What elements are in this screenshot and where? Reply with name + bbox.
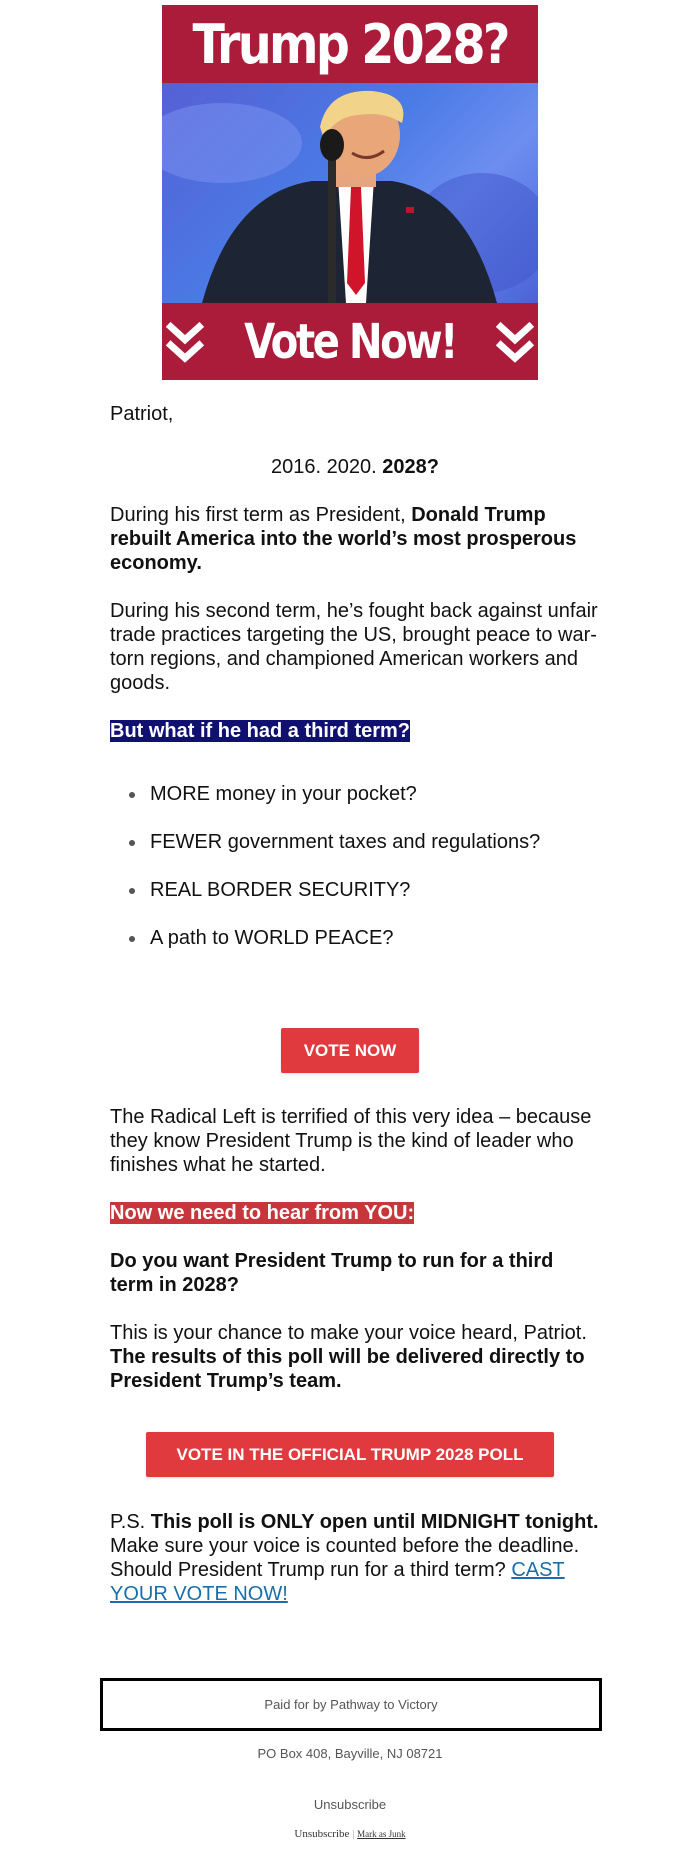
paragraph-voice-heard (110, 1321, 600, 1393)
hear-from-you-highlight: Now we need to hear from YOU: (110, 1202, 415, 1224)
paragraph-first-term-bold: Donald Trump rebuilt America into the world’s most prosperous economy. (110, 504, 577, 574)
ps-prefix: P.S. (110, 1511, 151, 1533)
paragraph-second-term: During his second term, he’s fought back against unfair trade practices targeting the US, brought peace to war-torn regions, and championed American workers and goods. (110, 600, 598, 694)
unsubscribe-small-link[interactable]: Unsubscribe (294, 1828, 350, 1840)
mark-as-junk-link[interactable]: Mark as Junk (357, 1829, 406, 1839)
double-chevron-down-icon (162, 311, 208, 373)
years-line (110, 455, 600, 479)
greeting: Patriot, (110, 403, 174, 425)
list-item: MORE money in your pocket? (150, 782, 600, 830)
paragraph-first-term-plain: During his first term as President, (110, 504, 412, 526)
hero-vote-now-text: Vote Now! (244, 313, 456, 370)
list-item: REAL BORDER SECURITY? (150, 878, 600, 926)
voice-heard-plain: This is your chance to make your voice heard, Patriot. (110, 1322, 587, 1344)
ps-plain: Make sure your voice is counted before the deadline. Should President Trump run for a third term? (110, 1535, 580, 1581)
vote-now-button[interactable]: VOTE NOW (281, 1028, 419, 1073)
paid-for-text: Paid for by Pathway to Victory (264, 1697, 438, 1712)
hero-title: Trump 2028? (192, 12, 508, 76)
third-term-highlight: But what if he had a third term? (110, 720, 411, 742)
list-item: FEWER government taxes and regulations? (150, 830, 600, 878)
official-poll-button[interactable]: VOTE IN THE OFFICIAL TRUMP 2028 POLL (146, 1432, 554, 1477)
trump-photo-illustration (162, 83, 538, 303)
benefits-list (110, 782, 600, 974)
third-term-poll-question: Do you want President Trump to run for a third term in 2028? (110, 1250, 554, 1296)
years-bold: 2028? (382, 456, 439, 478)
list-item: A path to WORLD PEACE? (150, 926, 600, 974)
hero-title-bar (162, 5, 538, 83)
unsubscribe-link[interactable]: Unsubscribe (313, 1797, 387, 1812)
paragraph-first-term (110, 503, 600, 575)
hero-photo (162, 83, 538, 303)
paragraph-radical-left: The Radical Left is terrified of this very idea – because they know President Trump is the kind of leader who finishes what he started. (110, 1106, 592, 1176)
third-term-question (110, 719, 600, 743)
footer-small-links (0, 1828, 700, 1840)
postscript (110, 1510, 600, 1606)
hear-from-you-line (110, 1201, 600, 1225)
cast-vote-link[interactable]: CAST YOUR VOTE NOW! (110, 1559, 565, 1605)
voice-heard-bold: The results of this poll will be delivered directly to President Trump’s team. (110, 1346, 585, 1392)
paid-for-box (100, 1678, 602, 1731)
mailing-address: PO Box 408, Bayville, NJ 08721 (257, 1746, 443, 1761)
ps-bold: This poll is ONLY open until MIDNIGHT tonight. (150, 1511, 599, 1533)
double-chevron-down-icon (492, 311, 538, 373)
hero-cta-bar[interactable] (162, 303, 538, 380)
years-plain: 2016. 2020. (271, 456, 383, 478)
hero-banner[interactable] (162, 5, 538, 380)
link-separator: | (352, 1828, 355, 1840)
